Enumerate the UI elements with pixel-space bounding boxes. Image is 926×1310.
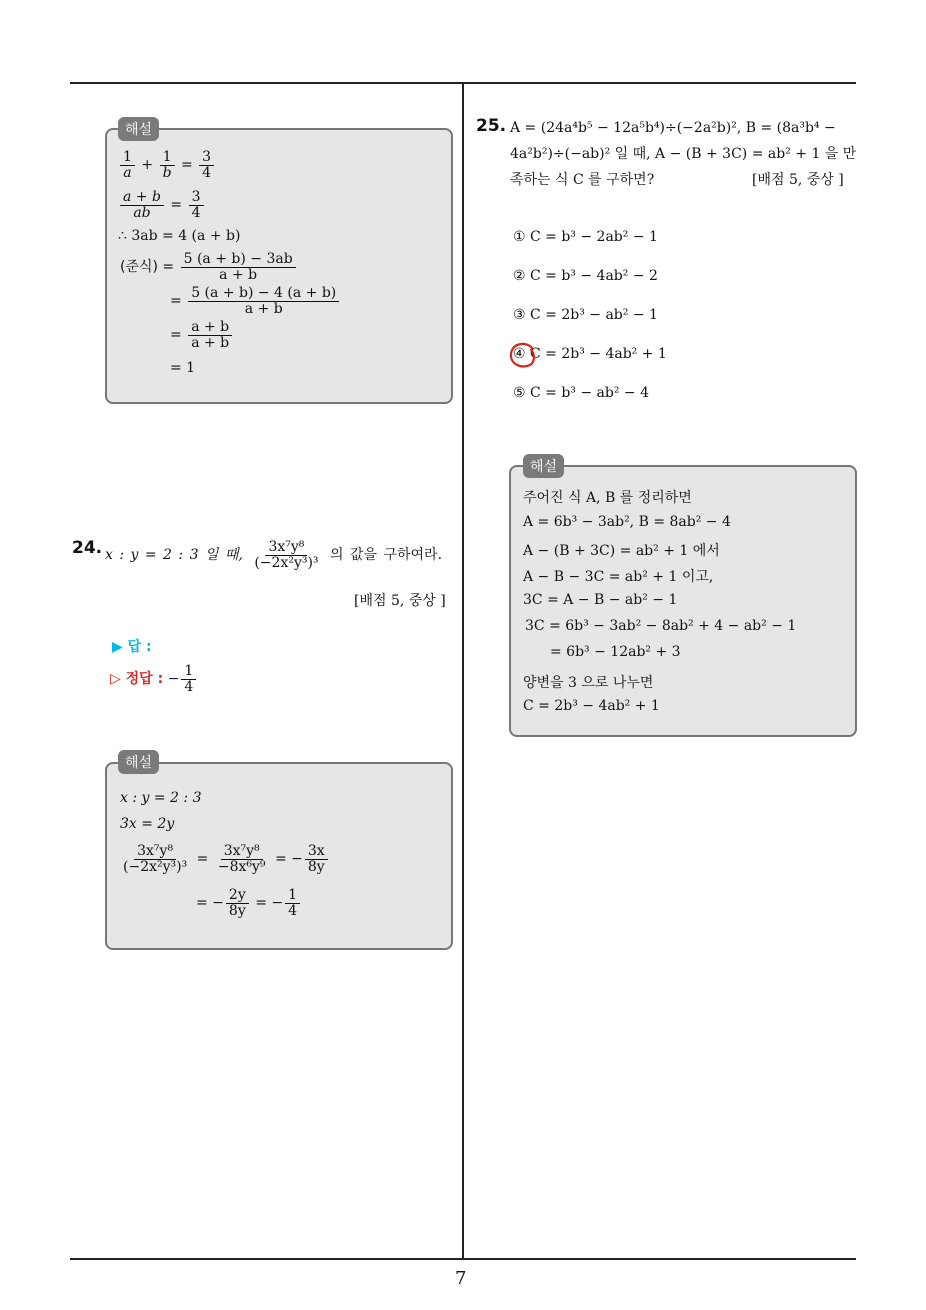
q25-line1: A = (24a⁴b⁵ − 12a⁵b⁴)÷(−2a²b)², B = (8a³b⁴ − [510, 120, 836, 136]
q25-sol-line1: 주어진 식 A, B 를 정리하면 [523, 490, 692, 506]
q25-sol-line5: 3C = A − B − ab² − 1 [523, 592, 678, 608]
q25-number: 25. [476, 116, 507, 136]
q24-solution-tag: 해설 [118, 750, 159, 774]
q23-line1: $\frac{1}{a}$ + $\frac{1}{b}$ = $\frac{3}{4}$ [118, 150, 216, 180]
q23-line6: = $\frac{a + b}{a + b}$ [170, 320, 234, 350]
q24-answer-label: ▶ 답 : [112, 639, 152, 655]
q25-sol-line6: 3C = 6b³ − 3ab² − 8ab² + 4 − ab² − 1 [525, 618, 797, 634]
bottom-rule [70, 1258, 856, 1260]
q24-number: 24. [72, 538, 103, 558]
q24-sol-line3: $\frac{\text{3x⁷y⁸}}{\text{(−2x²y³)³}}$ = $\frac{\text{3x⁷y⁸}}{\text{−8x⁶y⁹}}$ = − $\frac{3x}{8y}$ [118, 844, 330, 874]
answer-circle-mark [506, 339, 540, 373]
q24-correct: ▷ 정답 : − $\frac{1}{4}$ [110, 664, 198, 694]
q25-meta: [배점 5, 중상 ] [752, 172, 844, 188]
q23-line5: = $\frac{5 (a + b) - 4 (a + b)}{a + b}$ [170, 286, 341, 316]
q25-solution-tag: 해설 [523, 454, 564, 478]
q23-line4: (준식) = $\frac{5 (a + b) - 3ab}{a + b}$ [120, 252, 298, 282]
q23-solution-tag: 해설 [118, 117, 159, 141]
column-divider [462, 82, 464, 1260]
q24-sol-line1: x : y = 2 : 3 [120, 790, 202, 806]
q25-line2: 4a²b²)÷(−ab)² 일 때, A − (B + 3C) = ab² + 1 을 만 [510, 146, 857, 162]
q25-choice-3[interactable]: ③ C = 2b³ − ab² − 1 [513, 307, 658, 323]
q25-sol-line8: 양변을 3 으로 나누면 [523, 675, 654, 691]
q25-sol-line2: A = 6b³ − 3ab², B = 8ab² − 4 [523, 514, 731, 530]
q24-sol-line2: 3x = 2y [120, 816, 175, 832]
q25-line3: 족하는 식 C 를 구하면? [510, 172, 655, 188]
q25-sol-line4: A − B − 3C = ab² + 1 이고, [523, 569, 714, 585]
q25-sol-line7: = 6b³ − 12ab² + 3 [550, 644, 681, 660]
q23-line3: ∴ 3ab = 4 (a + b) [118, 228, 241, 244]
q25-choice-4[interactable]: ④ C = 2b³ − 4ab² + 1 [513, 346, 667, 362]
q24-sol-line4: = − $\frac{2y}{8y}$ = − $\frac{1}{4}$ [196, 888, 302, 918]
page-number: 7 [455, 1268, 467, 1289]
q25-choice-2[interactable]: ② C = b³ − 4ab² − 2 [513, 268, 658, 284]
q25-choice-1[interactable]: ① C = b³ − 2ab² − 1 [513, 229, 658, 245]
q25-sol-line3: A − (B + 3C) = ab² + 1 에서 [523, 543, 720, 559]
q23-line7: = 1 [170, 360, 196, 376]
q25-choice-5[interactable]: ⑤ C = b³ − ab² − 4 [513, 385, 650, 401]
q23-line2: $\frac{a + b}{ab}$ = $\frac{3}{4}$ [118, 190, 206, 220]
q25-sol-line9: C = 2b³ − 4ab² + 1 [523, 698, 660, 714]
q24-question: x : y = 2 : 3 일 때, $\frac{\text{3x⁷y⁸}}{\text{(−2x²y³)³}}$ 의 값을 구하여라. [105, 539, 443, 571]
q24-meta: [배점 5, 중상 ] [354, 593, 446, 609]
